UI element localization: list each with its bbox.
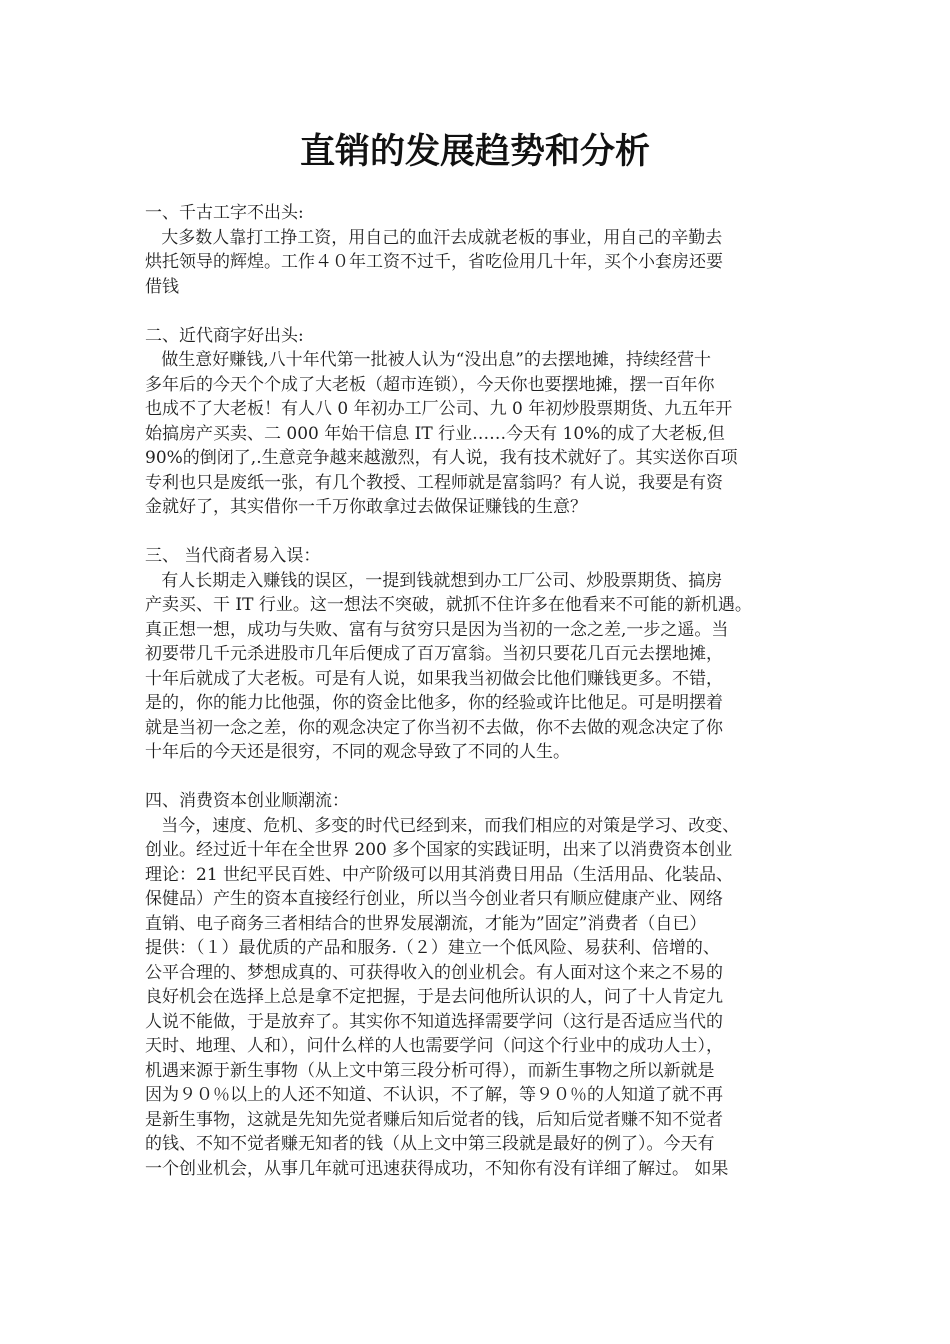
paragraph-line: 机遇来源于新生事物（从上文中第三段分析可得），而新生事物之所以新就是: [145, 1060, 715, 1081]
paragraph-line: 直销、电子商务三者相结合的世界发展潮流，才能为”固定”消费者（自已）: [145, 913, 707, 934]
paragraph-line: 因为９０％以上的人还不知道、不认识，不了解，等９０％的人知道了就不再: [145, 1085, 723, 1105]
paragraph-spacer: [145, 299, 825, 324]
paragraph-line: 初要带几千元杀进股市几年后便成了百万富翁。当初只要花几百元去摆地摊，: [145, 644, 723, 664]
paragraph-line: 90%的倒闭了,.生意竞争越来越激烈，有人说，我有技术就好了。其实送你百项: [145, 448, 738, 468]
paragraph-line: 公平合理的、梦想成真的、可获得收入的创业机会。有人面对这个来之不易的: [145, 962, 723, 983]
paragraph-line: 提供：（１）最优质的产品和服务.（２）建立一个低风险、易获利、倍增的、: [145, 938, 720, 958]
section-4: [145, 789, 825, 1181]
paragraph-line: 十年后的今天还是很穷，不同的观念导致了不同的人生。: [145, 742, 570, 762]
paragraph-line: 良好机会在选择上总是拿不定把握，于是去问他所认识的人，问了十人肯定九: [145, 987, 723, 1007]
document-body: [145, 201, 825, 1181]
paragraph-line: 一个创业机会，从事几年就可迅速获得成功，不知你有没有详细了解过。 如果: [145, 1158, 729, 1179]
section-heading: 四、消费资本创业顺潮流：: [145, 791, 349, 811]
section-heading: 二、近代商字好出头:: [145, 325, 304, 346]
paragraph-line: 烘托领导的辉煌。工作４０年工资不过千，省吃俭用几十年，买个小套房还要: [145, 252, 723, 272]
paragraph-line: 大多数人靠打工挣工资，用自己的血汗去成就老板的事业，用自己的辛勤去: [145, 227, 723, 248]
paragraph-line: 借钱: [145, 276, 179, 297]
paragraph-line: 做生意好赚钱,八十年代第一批被人认为“没出息”的去摆地摊，持续经营十: [145, 350, 711, 370]
paragraph-line: 的钱、不知不觉者赚无知者的钱（从上文中第三段就是最好的例了）。今天有: [145, 1134, 715, 1154]
paragraph-line: 专利也只是废纸一张，有几个教授、工程师就是富翁吗？有人说，我要是有资: [145, 472, 723, 493]
paragraph-line: 产卖买、干 IT 行业。这一想法不突破，就抓不住许多在他看来不可能的新机遇。: [145, 595, 752, 615]
paragraph-line: 真正想一想，成功与失败、富有与贫穷只是因为当初的一念之差,一步之遥。当: [145, 619, 729, 640]
paragraph-line: 就是当初一念之差，你的观念决定了你当初不去做，你不去做的观念决定了你: [145, 717, 723, 738]
paragraph-spacer: [145, 520, 825, 545]
paragraph-spacer: [145, 765, 825, 790]
section-heading: 一、千古工字不出头:: [145, 203, 304, 223]
paragraph-line: 也成不了大老板！有人八 0 年初办工厂公司、九 0 年初炒股票期货、九五年开: [145, 399, 733, 419]
paragraph-line: 保健品）产生的资本直接经行创业，所以当今创业者只有顺应健康产业、网络: [145, 889, 723, 909]
document-title: 直销的发展趋势和分析: [299, 132, 650, 172]
paragraph-line: 是新生事物，这就是先知先觉者赚后知后觉者的钱，后知后觉者赚不知不觉者: [145, 1109, 723, 1130]
paragraph-line: 理论：21 世纪平民百姓、中产阶级可以用其消费日用品（生活用品、化装品、: [145, 864, 734, 885]
paragraph-line: 是的，你的能力比他强，你的资金比他多，你的经验或许比他足。可是明摆着: [145, 693, 723, 713]
paragraph-line: 当今，速度、危机、多变的时代已经到来，而我们相应的对策是学习、改变、: [145, 815, 740, 836]
paragraph-line: 十年后就成了大老板。可是有人说，如果我当初做会比他们赚钱更多。不错，: [145, 668, 723, 689]
paragraph-line: 人说不能做，于是放弃了。其实你不知道选择需要学问（这行是否适应当代的: [145, 1011, 723, 1032]
paragraph-line: 多年后的今天个个成了大老板（超市连锁），今天你也要摆地摊，摆一百年你: [145, 374, 715, 395]
paragraph-line: 金就好了，其实借你一千万你敢拿过去做保证赚钱的生意？: [145, 497, 587, 517]
section-2: [145, 324, 825, 520]
section-3: [145, 544, 825, 765]
paragraph-line: 有人长期走入赚钱的误区，一提到钱就想到办工厂公司、炒股票期货、搞房: [145, 570, 723, 591]
paragraph-line: 创业。经过近十年在全世界 200 多个国家的实践证明，出来了以消费资本创业: [145, 840, 733, 860]
paragraph-line: 天时、地理、人和），问什么样的人也需要学问（问这个行业中的成功人士），: [145, 1036, 723, 1056]
section-heading: 三、 当代商者易入误：: [145, 546, 321, 566]
section-1: [145, 201, 825, 299]
paragraph-line: 始搞房产买卖、二 000 年始干信息 IT 行业……今天有 10%的成了大老板,但: [145, 423, 725, 444]
